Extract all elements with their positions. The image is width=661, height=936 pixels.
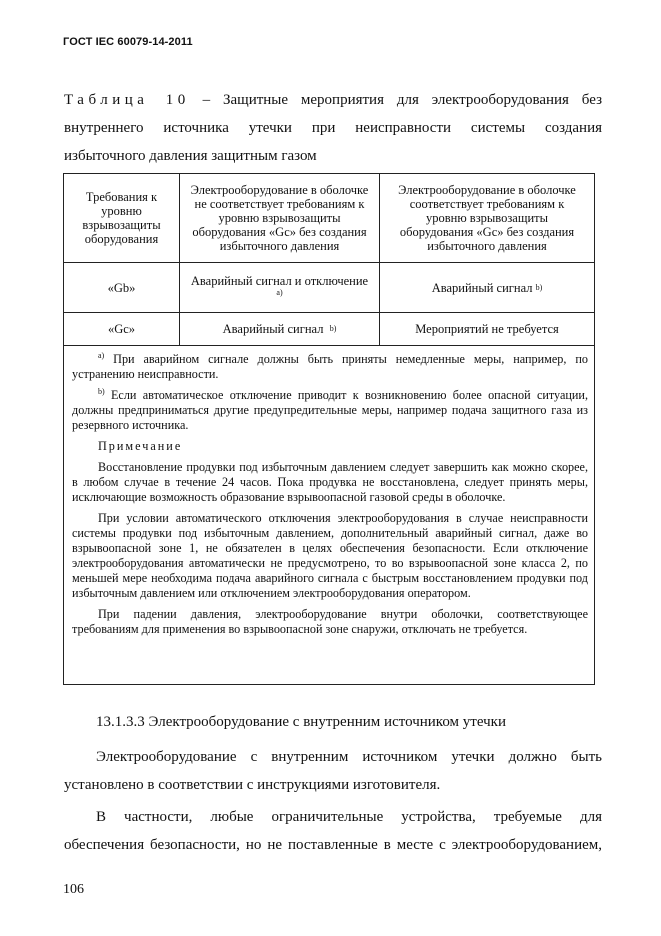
row-gc-col2: Аварийный сигнал b) [180,313,380,345]
section-heading-text: 13.1.3.3 Электрооборудование с внутренним источником утечки [96,714,506,730]
paragraph-line: установлено в соответствии с инструкциями изготовителя. [64,777,441,793]
header-cell-gc: Электрооборудование в оболочке соответствует требованиям к уровню взрывозащиты оборудования «Gc» без создания избыточного давления [398,183,576,253]
caption-label: Таблица 10 [64,92,190,108]
note-paragraph: При падении давления, электрооборудование внутри оболочки, соответствующее требованиям для применения во взрывоопасной зоне снаружи, отключать не требуется. [72,607,588,636]
paragraph-line: В частности, любые ограничительные устройства, требуемые для [96,809,602,825]
standard-header: ГОСТ IEC 60079-14-2011 [63,36,193,48]
paragraph-line: обеспечения безопасности, но не поставленные в месте с электрооборудованием, [64,837,602,853]
section-heading [64,708,602,736]
row-gc-col3: Мероприятий не требуется [415,322,559,336]
body-paragraph-1 [64,743,602,799]
row-level-gb: «Gb» [64,263,180,312]
row-level-gc: «Gc» [64,313,180,345]
footnote-ref: a) [276,288,283,297]
footnote-b: $^{b)}$ Если автоматическое отключение приводит к возникновению более опасной ситуации, должны предприниматься другие предупредительные меры, например подача защитного газа из резервного источника. [72,386,589,432]
cell-text: Аварийный сигнал и отключение [190,274,369,288]
footnote-mark: a) [98,350,105,360]
body-paragraph-2 [64,803,602,859]
note-title: Примечание [98,439,183,453]
header-cell-level: Требования к уровню взрывозащиты оборудования [64,174,180,262]
paragraph-line: Электрооборудование с внутренним источником утечки должно быть [96,749,602,765]
page-number: 106 [63,882,84,897]
caption-line-1: Таблица 10 – Защитные мероприятия для электрооборудования без [64,92,603,108]
table-caption [64,86,602,170]
row-gb-col2 [180,263,380,312]
footnote-a: $^{a)}$ При аварийном сигнале должны быть приняты немедленные меры, например, по устранению неисправности. [72,350,588,381]
table-notes [64,346,594,637]
note-paragraph: При условии автоматического отключения электрооборудования в случае неисправности системы продувки под избыточным давлением, дополнительный аварийный сигнал, даже во взрывоопасной зоне 1, не обязателен в целях обеспечения безопасности. Если отключение электрооборудования автоматически не предусмотрено, то во взрывоопасной зоне класса 2, по меньшей мере необходима подача аварийного сигнала с быстрым восстановлением продувки под избыточным давлением или отключением электрооборудования оператором. [72,511,588,600]
caption-line-2: внутреннего источника утечки при неисправности системы создания [64,120,602,136]
table-header-row [64,174,594,263]
cell-text: Аварийный сигнал [222,322,324,336]
protection-measures-table [63,173,595,685]
note-paragraph: Восстановление продувки под избыточным давлением следует завершить как можно скорее, в любом случае в течение 24 часов. Пока продувка не восстановлена, следует принять меры, исключающие возможность образование взрывоопасной газовой среды в оболочке. [72,460,588,504]
footnote-mark: b) [98,386,105,396]
row-gb-col3: Аварийный сигнал b) [431,280,543,295]
cell-text: Аварийный сигнал [431,280,533,295]
caption-line-3: избыточного давления защитным газом [64,148,317,164]
table-row [64,313,594,346]
header-cell-not-gc: Электрооборудование в оболочке не соответствует требованиям к уровню взрывозащиты оборудования «Gc» без создания избыточного давления [180,174,380,262]
table-row [64,263,594,313]
